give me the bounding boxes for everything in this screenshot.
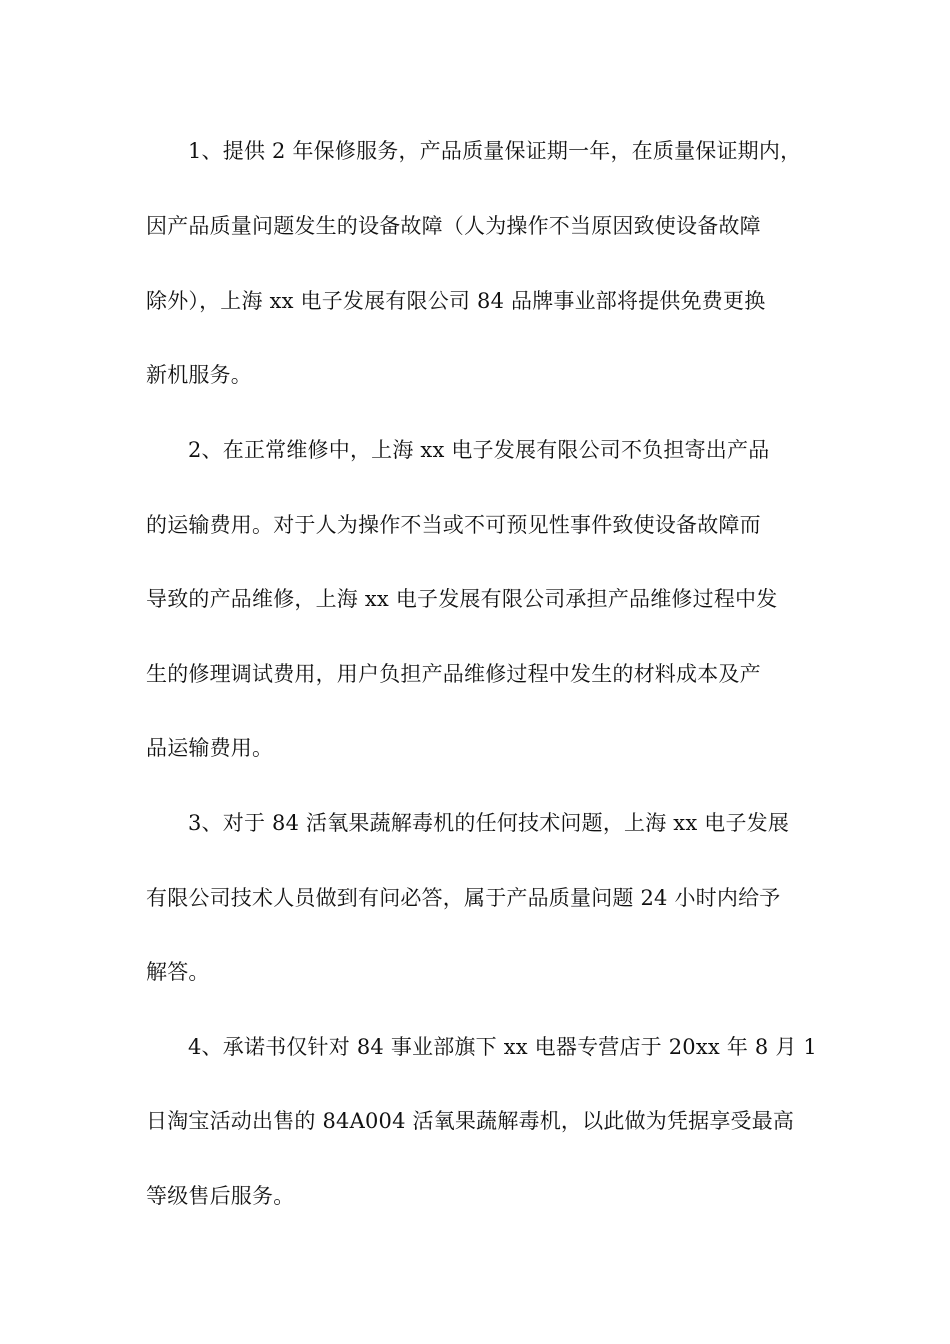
paragraph-2-line-2: 的运输费用。对于人为操作不当或不可预见性事件致使设备故障而 (146, 513, 761, 537)
paragraph-1-line-1: 1、提供 2 年保修服务，产品质量保证期一年，在质量保证期内， (188, 139, 802, 163)
paragraph-2-line-3: 导致的产品维修，上海 xx 电子发展有限公司承担产品维修过程中发 (146, 587, 778, 611)
paragraph-1-line-3: 除外），上海 xx 电子发展有限公司 84 品牌事业部将提供免费更换 (146, 289, 766, 313)
paragraph-3-line-1: 3、对于 84 活氧果蔬解毒机的任何技术问题，上海 xx 电子发展 (188, 811, 790, 835)
paragraph-2-line-4: 生的修理调试费用，用户负担产品维修过程中发生的材料成本及产 (146, 662, 761, 686)
paragraph-4-line-1: 4、承诺书仅针对 84 事业部旗下 xx 电器专营店于 20xx 年 8 月 1 (188, 1035, 817, 1059)
paragraph-2-line-5: 品运输费用。 (146, 736, 274, 760)
paragraph-4-line-2: 日淘宝活动出售的 84A004 活氧果蔬解毒机，以此做为凭据享受最高 (146, 1109, 795, 1133)
paragraph-1-line-2: 因产品质量问题发生的设备故障（人为操作不当原因致使设备故障 (146, 214, 761, 238)
paragraph-1-line-4: 新机服务。 (146, 363, 252, 387)
paragraph-3-line-3: 解答。 (146, 960, 210, 984)
paragraph-4-line-3: 等级售后服务。 (146, 1184, 295, 1208)
paragraph-3-line-2: 有限公司技术人员做到有问必答，属于产品质量问题 24 小时内给予 (146, 886, 781, 910)
paragraph-2-line-1: 2、在正常维修中，上海 xx 电子发展有限公司不负担寄出产品 (188, 438, 770, 462)
